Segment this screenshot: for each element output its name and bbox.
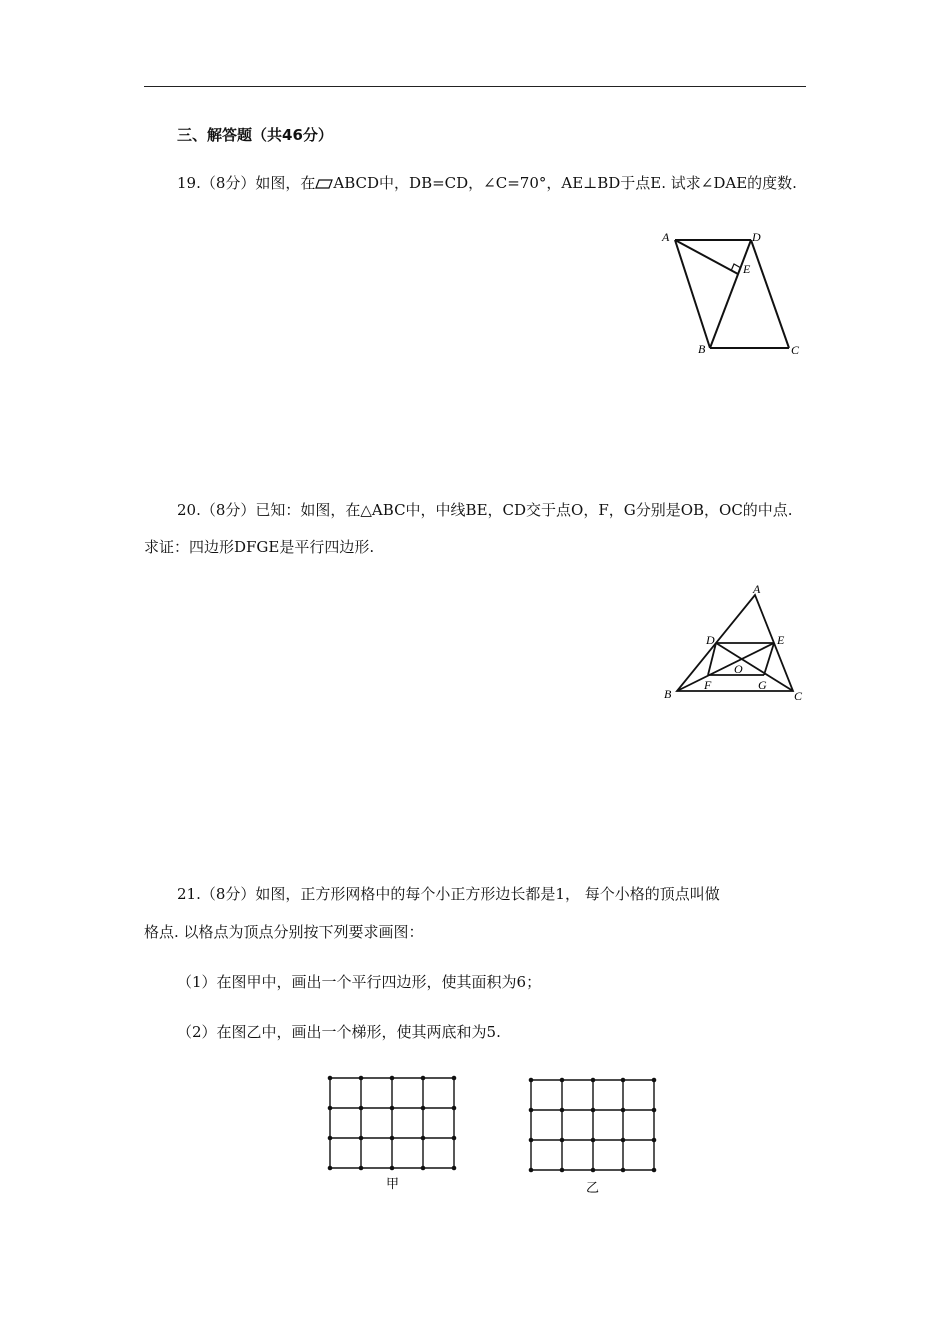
q20-label-d: D (706, 633, 715, 647)
grid-right-label: 乙 (586, 1181, 600, 1196)
parallelogram-symbol-icon (315, 179, 333, 189)
q19-label-a: A (662, 230, 670, 244)
q19-label-d: D (752, 230, 761, 244)
q19-figure (660, 228, 810, 363)
grid-left-lines (330, 1078, 454, 1168)
q19-diagonal-bd (710, 240, 751, 348)
q21-part2: （2）在图乙中，画出一个梯形，使其两底和为5. (177, 1023, 501, 1041)
grid-left-label: 甲 (386, 1177, 400, 1192)
q20-label-o: O (734, 662, 743, 676)
q21-line1: 21.（8分）如图，正方形网格中的每个小正方形边长都是1， 每个小格的顶点叫做 (177, 885, 720, 903)
q19-prefix: 19.（8分）如图，在 (177, 174, 316, 192)
q20-line1: 20.（8分）已知：如图，在△ABC中，中线BE，CD交于点O，F，G分别是OB，OC的中点. (177, 501, 793, 519)
q20-line2: 求证：四边形DFGE是平行四边形. (144, 538, 375, 556)
q21-line2: 格点. 以格点为顶点分别按下列要求画图： (144, 923, 424, 941)
q19-label-e: E (743, 262, 751, 276)
q20-label-c: C (794, 689, 803, 703)
q21-part1: （1）在图甲中，画出一个平行四边形，使其面积为6； (177, 973, 542, 991)
grid-right (521, 1070, 671, 1200)
header-rule (144, 86, 806, 87)
q19-suffix: ABCD中，DB=CD，∠C=70°，AE⊥BD于点E. 试求∠DAE的度数. (333, 174, 797, 192)
q19-label-b: B (698, 342, 706, 356)
q20-figure (660, 583, 810, 708)
q19-side-dc (751, 240, 789, 348)
q20-label-g: G (758, 678, 767, 692)
q20-label-e: E (777, 633, 785, 647)
q20-label-b: B (664, 687, 672, 701)
q20-label-f: F (704, 678, 712, 692)
grid-left (320, 1068, 470, 1198)
q20-median-cd (716, 643, 793, 691)
q19-text (177, 173, 797, 193)
grid-right-lines (531, 1080, 654, 1170)
section-title: 三、解答题（共46分） (177, 126, 333, 144)
q20-label-a: A (753, 582, 761, 596)
q19-label-c: C (791, 343, 800, 357)
